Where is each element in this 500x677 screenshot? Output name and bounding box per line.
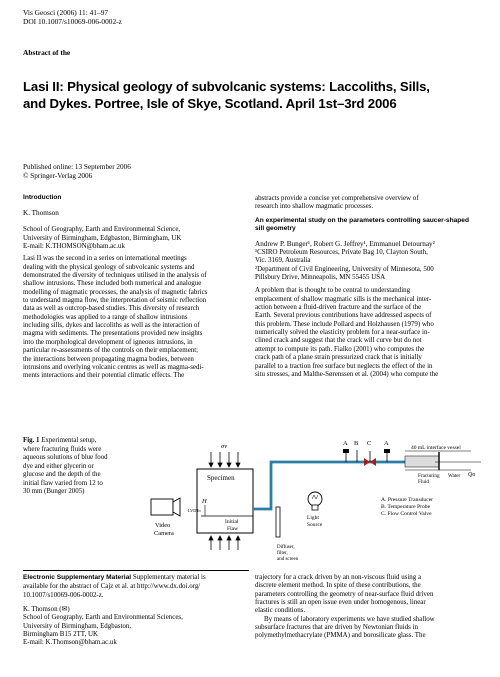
- caption-line: 30 mm (Bunger 2005): [23, 488, 85, 495]
- experimental-setup-diagram: [135, 437, 485, 561]
- body-line: situ stresses, and Malthe-Sørenssen et al. (2004) who compute the: [255, 369, 439, 378]
- light-bulb-icon: [308, 492, 322, 510]
- author-email: E-mail: K.THOMSON@bham.ac.uk: [23, 242, 125, 251]
- body-line: Earth. Several previous contributions have addressed aspects of: [255, 311, 432, 320]
- journal-citation: Vis Geosci (2006) 11: 41–97: [23, 8, 109, 17]
- body-line: By means of laboratory experiments we have studied shallow: [264, 614, 435, 623]
- bottom-support-arrows: [209, 536, 240, 550]
- diffuser-label-2: filter,: [277, 551, 288, 556]
- body-line: attempt to compute its path. Fialko (2001) who computes the: [255, 344, 425, 353]
- paper-title: [23, 78, 478, 112]
- body-line: magma with sediments. The presentations provided new insights: [23, 329, 203, 338]
- body-line: elastic conditions.: [255, 606, 306, 615]
- doi: DOI 10.1007/s10069-006-0002-z: [23, 17, 122, 26]
- body-line: dealing with the physical geology of subvolcanic systems and: [23, 262, 195, 271]
- body-line: the interactions between propagating magma bodies, between: [23, 354, 194, 363]
- intro-affiliation: [23, 225, 249, 250]
- body-line: fractures is still an open issue even under homogenous, linear: [255, 598, 426, 607]
- specimen-label: Specimen: [207, 474, 235, 482]
- publication-info: [23, 163, 131, 181]
- section-affiliations: [255, 248, 481, 281]
- legend-item-A: A. Pressure Transducer: [381, 497, 434, 503]
- affiliation-line: Vic. 3169, Australia: [255, 256, 311, 265]
- affiliation-line: School of Geography, Earth and Environmental Science,: [23, 225, 181, 234]
- right-column-top: [255, 194, 481, 378]
- interface-vessel-label: 40 mL interface vessel: [411, 445, 461, 451]
- electronic-supplementary-note: [23, 573, 249, 647]
- gauge-label-B: B: [354, 440, 359, 447]
- body-line: parallel to a traction free surface but neglects the effect of the in: [255, 361, 433, 370]
- esm-line: available for the abstract of Cajz et al. at http://www.dx.doi.org/: [23, 582, 201, 591]
- initial-flaw-label-2: Flaw: [227, 526, 239, 532]
- introduction-heading: Introduction: [23, 194, 62, 201]
- caption-line: dye and either glycerin or: [23, 462, 94, 470]
- diffuser-label-1: Diffuser,: [277, 545, 295, 550]
- body-line: polymethylmethacrylate (PMMA) and borosilicate glass. The: [255, 631, 426, 640]
- caption-line: Experimental setup,: [41, 437, 97, 444]
- legend-item-C: C. Flow Control Valve: [381, 511, 432, 517]
- body-line: data as well as outcrop-based studies. This diversity of research: [23, 304, 200, 313]
- fracturing-fluid-label-2: Fluid: [418, 479, 429, 485]
- vessel-fluid-region: [405, 456, 439, 467]
- body-line: modelling of magmatic processes, the analysis of magnetic fabrics: [23, 287, 208, 296]
- abstract-of-label: Abstract of the: [23, 48, 71, 57]
- esm-rest: Supplementary material is: [131, 573, 206, 581]
- caption-line: glucose and the depth of the: [23, 471, 101, 478]
- body-line: including sills, dykes and laccoliths as well as the interaction of: [23, 321, 200, 330]
- body-line: emplacement of shallow magmatic sills is the mechanical inter-: [255, 294, 432, 303]
- gauge-label-A-1: A: [343, 440, 348, 447]
- section-heading-line: An experimental study on the parameters controlling saucer-shaped: [255, 216, 469, 224]
- gauge-label-A-2: A: [384, 440, 389, 447]
- introduction-section: [23, 194, 249, 380]
- body-line: parameters controlling the geometry of near-surface fluid driven: [255, 589, 434, 598]
- body-line: into the morphological development of igneous intrusions, in: [23, 337, 193, 346]
- body-line: shallow intrusions. These included both numerical and analogue: [23, 279, 202, 288]
- flow-control-valve-C-icon: [364, 451, 376, 466]
- pressure-transducer-A2-icon: [384, 449, 390, 462]
- contact-line: University of Birmingham, Edgbaston,: [23, 621, 132, 630]
- Qo-label: Qo: [468, 472, 476, 478]
- esm-label: Electronic Supplementary Material: [23, 574, 132, 581]
- contact-line: E-mail: K.Thomson@bham.ac.uk: [23, 638, 117, 647]
- caption-line: initial flaw varied from 12 to: [23, 479, 103, 487]
- intro-body: [23, 254, 249, 379]
- body-line: particular re-assessments of the controls on their emplacement;: [23, 346, 199, 355]
- section-body: [255, 286, 481, 378]
- body-line: intrusions and overlying volcanic centres as well as magma-sedi-: [23, 362, 204, 371]
- figure-caption: [23, 437, 133, 497]
- sigma-v-label: σv: [221, 443, 228, 450]
- body-line: action between a fluid-driven fracture and the surface of the: [255, 303, 422, 312]
- published-date: Published online: 13 September 2006: [23, 163, 131, 171]
- legend-item-B: B. Temperature Probe: [381, 504, 431, 510]
- body-line: crack path of a plane strain pressurized crack that is initially: [255, 353, 422, 362]
- light-source-label-1: Light: [307, 515, 319, 521]
- video-camera-icon: [151, 498, 180, 516]
- contact-line: School of Geography, Earth and Environmental Sciences,: [23, 613, 183, 622]
- initial-flaw-label-1: Initial: [225, 519, 239, 525]
- title-line-2: and Dykes. Portree, Isle of Skye, Scotland. April 1st–3rd 2006: [23, 96, 397, 111]
- body-line: research into shallow magmatic processes.: [255, 202, 374, 211]
- section-authors: Andrew P. Bunger¹, Robert G. Jeffrey¹, Emmanuel Detournay²: [255, 239, 435, 248]
- body-line: A problem that is thought to be central to understanding: [255, 286, 411, 295]
- esm-line: 10.1007/s10069-006-0002-z.: [23, 590, 104, 599]
- journal-header: [23, 8, 122, 26]
- copyright: © Springer-Verlag 2006: [23, 172, 93, 180]
- water-label: Water: [448, 473, 461, 479]
- affiliation-line: University of Birmingham, Edgbaston, Birmingham, UK: [23, 233, 182, 242]
- contact-line: K. Thomson (✉): [23, 605, 70, 614]
- body-line: this problem. These include Pollard and Holzhausen (1979) who: [255, 319, 434, 328]
- video-label-1: Video: [155, 522, 171, 529]
- body-line: ments interactions and their potential climatic effects. The: [23, 371, 185, 380]
- body-line: clined crack and suggest that the crack will curve but do not: [255, 336, 422, 345]
- body-line: subsurface fractures that are driven by Newtonian fluids in: [255, 623, 418, 632]
- figure-label: Fig. 1: [23, 437, 40, 444]
- body-line: demonstrated the diversity of techniques utilised in the analysis of: [23, 271, 207, 280]
- title-line-1: Lasi II: Physical geology of subvolcanic systems: Laccoliths, Sills,: [23, 79, 430, 94]
- body-line: methodologies was applied to a range of shallow intrusions: [23, 312, 188, 321]
- body-line: discrete element method. In spite of these contributions, the: [255, 581, 421, 590]
- intro-author: K. Thomson: [23, 209, 59, 217]
- right-column-bottom: [255, 573, 481, 640]
- pressure-transducer-A-icon: [343, 449, 349, 462]
- body-line: to understand magma flow, the interpretation of seismic reflection: [23, 296, 207, 305]
- diffuser-label-3: and screen: [277, 557, 299, 561]
- caption-line: aqueous solutions of blue food: [23, 454, 108, 461]
- left-footer-rule: [23, 570, 249, 571]
- affiliation-line: ¹CSIRO Petroleum Resources, Private Bag 10, Clayton South,: [255, 248, 428, 257]
- light-source-label-2: Source: [307, 522, 323, 528]
- section-heading-saucer-sill: [255, 217, 481, 233]
- affiliation-line: ²Department of Civil Engineering, University of Minnesota, 500: [255, 264, 434, 273]
- fracturing-fluid-label-1: Fracturing: [418, 473, 440, 479]
- body-line: abstracts provide a concise yet comprehensive overview of: [255, 194, 419, 202]
- body-line: numerically solved the elasticity problem for a near-surface in-: [255, 328, 430, 337]
- contact-line: Birmingham B15 2TT, UK: [23, 630, 99, 639]
- depth-label-H: H: [202, 498, 207, 505]
- body-line: Lasi II was the second in a series on international meetings: [23, 254, 187, 263]
- section-heading-line: sill geometry: [255, 224, 296, 232]
- video-label-2: Camera: [154, 530, 174, 537]
- sigma-v-load-arrows: [209, 452, 240, 467]
- lvdt-label: LVDT: [188, 508, 199, 513]
- caption-line: where fracturing fluids were: [23, 445, 102, 453]
- gauge-label-C: C: [367, 440, 372, 447]
- affiliation-line: Pillsbury Drive, Minneapolis, MN 55455 USA: [255, 273, 386, 282]
- corresponding-author: [23, 605, 249, 647]
- diffuser-screen: [276, 507, 280, 537]
- body-line: trajectory for a crack driven by an non-viscous fluid using a: [255, 573, 422, 581]
